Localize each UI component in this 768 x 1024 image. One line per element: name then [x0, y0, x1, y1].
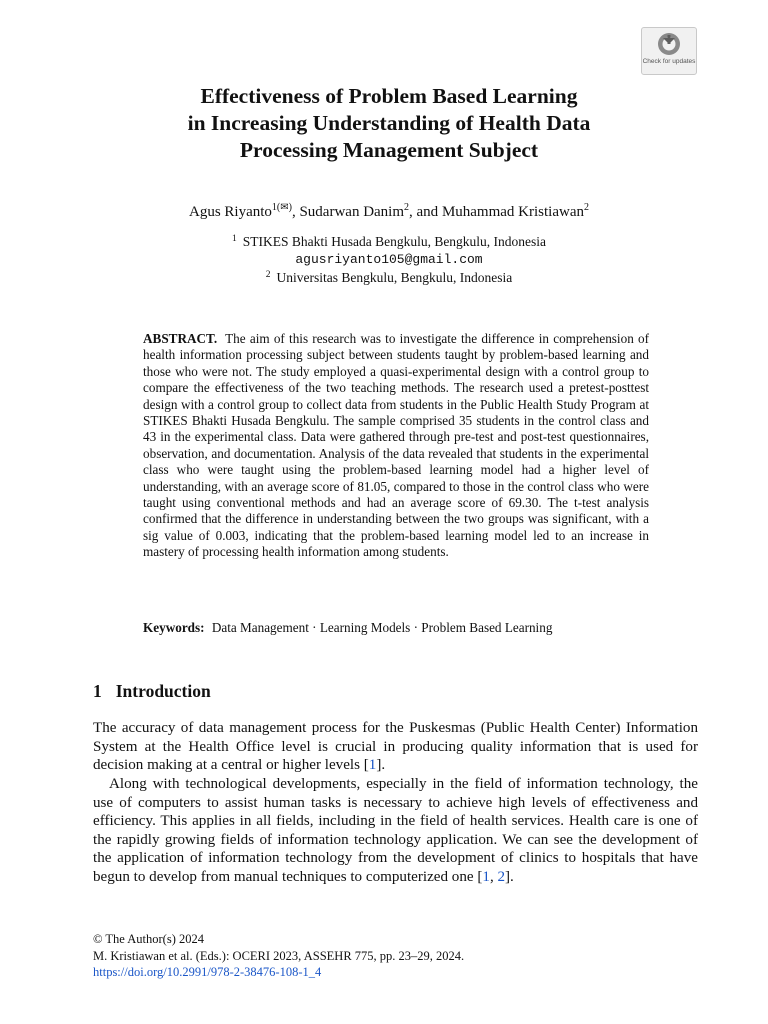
citation-link[interactable]: 1: [482, 868, 490, 885]
author-name: Sudarwan Danim: [299, 204, 405, 220]
affiliation-number: 2: [265, 269, 271, 280]
body-paragraph: [93, 719, 698, 775]
title-line-1: Effectiveness of Problem Based Learning: [200, 84, 578, 108]
author-list: [80, 202, 698, 222]
author-email[interactable]: agusriyanto105@gmail.com: [295, 252, 483, 267]
copyright-notice: © The Author(s) 2024: [93, 932, 204, 946]
page-footer: [93, 931, 464, 981]
citation-link[interactable]: 2: [497, 868, 506, 885]
paragraph-text: The accuracy of data management process for the Puskesmas (Public Health Center) Information System at the Health Office level is crucial in producing quality information that is used for decision making at a central or higher levels [: [93, 720, 698, 773]
abstract: [143, 331, 649, 561]
affiliation-text: Universitas Bengkulu, Bengkulu, Indonesia: [276, 270, 513, 285]
affiliation-text: STIKES Bhakti Husada Bengkulu, Bengkulu, Indonesia: [242, 234, 547, 249]
check-for-updates-icon: [656, 31, 682, 57]
section-number: 1: [93, 681, 102, 701]
abstract-label: ABSTRACT.: [143, 331, 218, 346]
keywords: [143, 619, 663, 636]
author-affiliation-mark: 2: [404, 202, 410, 213]
section-title: Introduction: [115, 681, 211, 701]
doi-link[interactable]: https://doi.org/10.2991/978-2-38476-108-1_4: [93, 965, 322, 979]
keywords-label: Keywords:: [143, 620, 205, 635]
citation-separator: ,: [489, 868, 498, 885]
title-line-3: Processing Management Subject: [239, 138, 539, 162]
author-affiliation-mark[interactable]: 1(✉): [271, 202, 292, 213]
author-name: Agus Riyanto: [188, 204, 272, 220]
title-line-2: in Increasing Understanding of Health Data: [187, 111, 591, 135]
affiliation-1: [80, 233, 698, 251]
section-heading: [93, 680, 211, 702]
citation-info: M. Kristiawan et al. (Eds.): OCERI 2023, ASSEHR 775, pp. 23–29, 2024.: [93, 948, 465, 963]
author-name: Muhammad Kristiawan: [441, 204, 584, 220]
abstract-text: The aim of this research was to investigate the difference in comprehension of health information processing subject between students taught by problem-based learning and those who were not. The study employed a quasi-experimental design with a control group to compare the effectiveness of the two teaching methods. The research used a pretest-posttest design with a control group to collect data from students in the Public Health Study Program at STIKES Bhakti Husada Bengkulu. The sample comprised 35 students in the control class and 43 in the experimental class. Data were gathered through pre-test and post-test questionnaires, observation, and documentation. Analysis of the data revealed that students in the experimental class who were taught using the problem-based learning model had a higher level of understanding, with an average score of 81.05, compared to those in the control class who were taught using conventional methods and had an average score of 69.30. The t-test analysis confirmed that the difference in understanding between the two groups was significant, with a sig value of 0.003, indicating that the problem-based learning model led to an increase in mastery of processing health information among students.: [143, 331, 649, 560]
author-affiliation-mark: 2: [584, 202, 589, 213]
citation-link[interactable]: 1: [368, 757, 377, 773]
badge-label: Check for updates: [642, 58, 696, 65]
paragraph-text: ].: [505, 868, 514, 885]
paper-title: [100, 83, 678, 164]
affiliation-number: 1: [231, 233, 237, 244]
paragraph-text: ].: [376, 757, 386, 773]
paragraph-text: Along with technological developments, especially in the field of information technology, the use of computers to assist human tasks is necessary to achieve high levels of effectiveness and efficiency. This applies in all fields, including in the field of health services. Health care is one of the rapidly growing fields of information technology application. We can see the development of the application of information technology from the development of clinics to hospitals that have begun to develop from manual techniques to computerized one [: [93, 776, 698, 885]
keywords-text: Data Management · Learning Models · Problem Based Learning: [211, 620, 553, 635]
body-paragraph: [93, 775, 698, 886]
check-for-updates-badge[interactable]: [641, 27, 697, 75]
affiliation-2: [80, 269, 698, 287]
author-separator: ,: [291, 204, 300, 220]
author-separator: , and: [409, 204, 442, 220]
